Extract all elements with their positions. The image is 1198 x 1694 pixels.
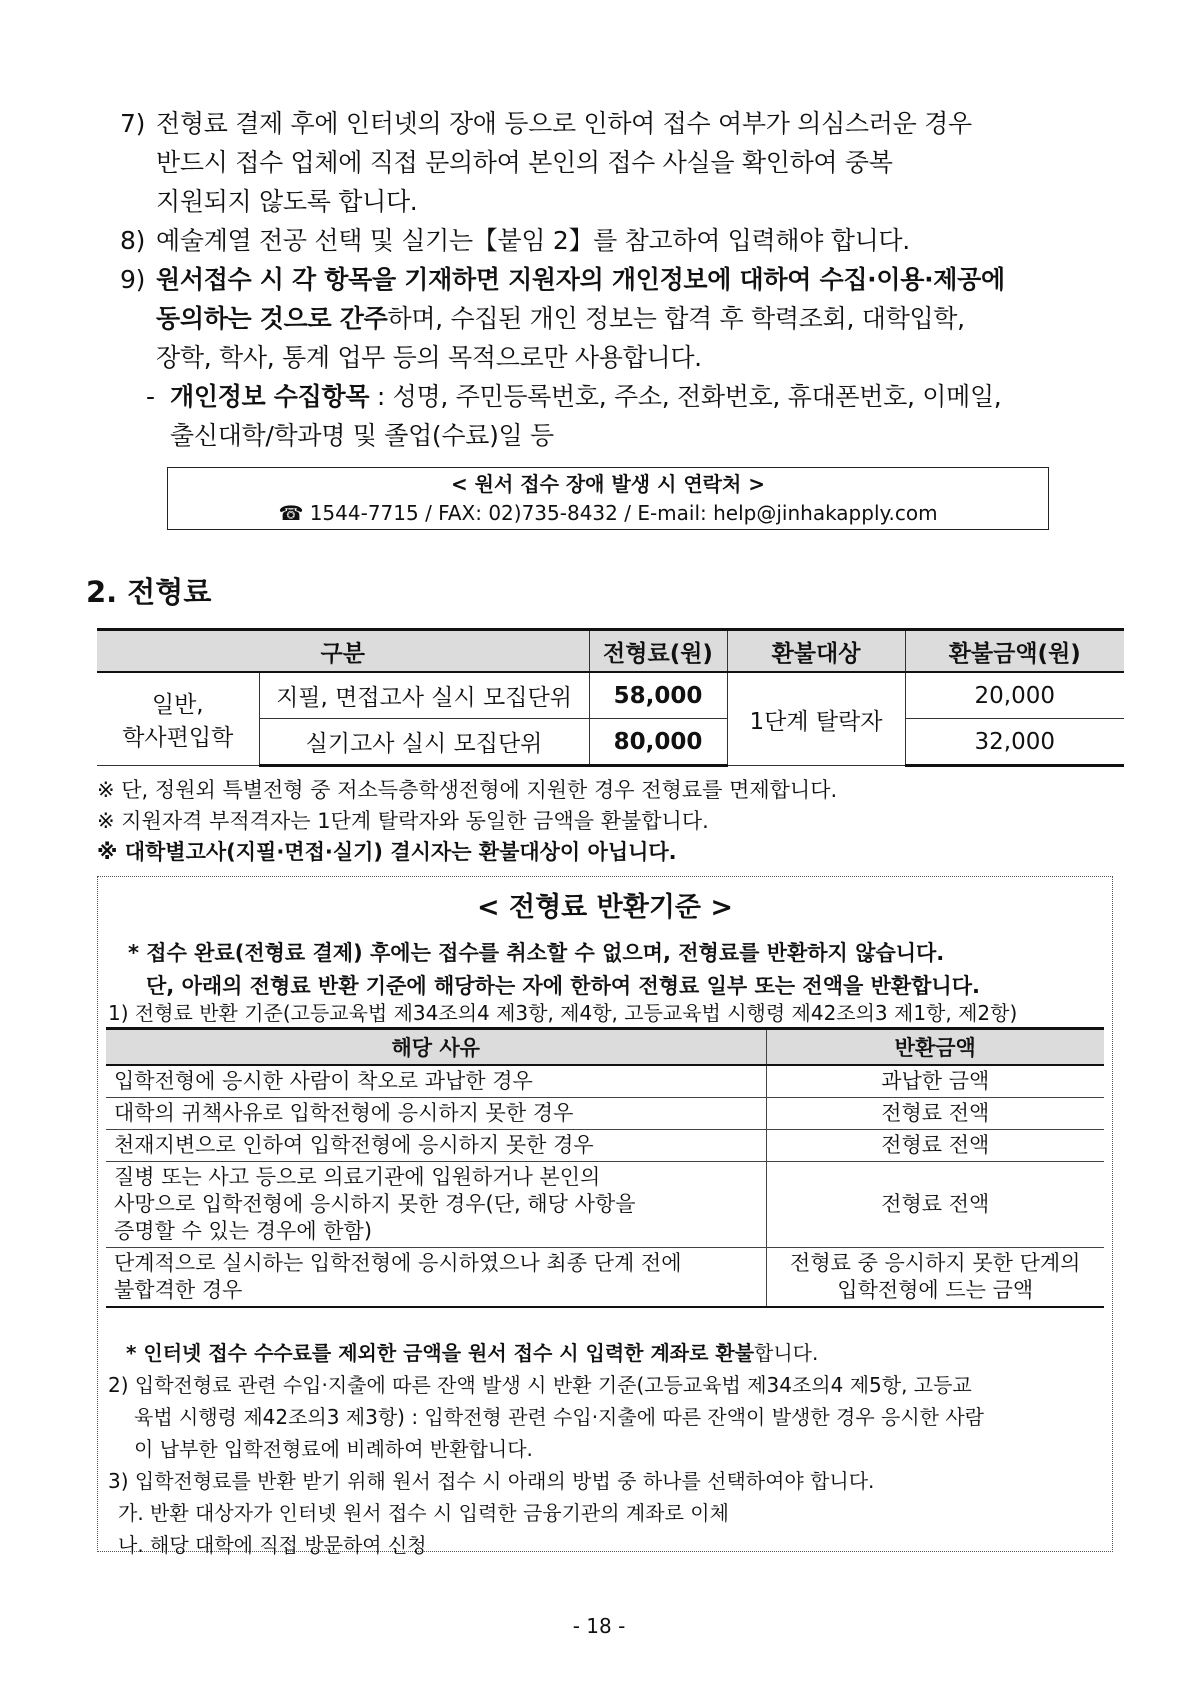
item-8: [120, 221, 1120, 260]
refund-amount-cell: 20,000: [905, 672, 1124, 719]
reason-line: 사망으로 입학전형에 응시하지 못한 경우(단, 해당 사항을: [114, 1192, 636, 1216]
privacy-text: : 성명, 주민등록번호, 주소, 전화번호, 휴대폰번호, 이메일,: [369, 382, 1002, 411]
item-text: 하며, 수집된 개인 정보는 합격 후 학력조회, 대학입학,: [387, 304, 965, 333]
group-label: 학사편입학: [122, 725, 234, 751]
paragraph-3-option: 가. 반환 대상자가 인터넷 원서 접수 시 입력한 금융기관의 계좌로 이체: [118, 1501, 729, 1525]
refund-target-cell: 1단계 탈락자: [727, 672, 905, 766]
privacy-items: [120, 377, 1120, 455]
paragraph-2-line: 2) 입학전형료 관련 수입·지출에 따른 잔액 발생 시 반환 기준(고등교육법 제34조의4 제5항, 고등교: [108, 1373, 972, 1397]
paragraph-3: 3) 입학전형료를 반환 받기 위해 원서 접수 시 아래의 방법 중 하나를 선택하여야 합니다.: [108, 1469, 875, 1493]
refund-after-rest: 합니다.: [754, 1341, 819, 1365]
paragraph-2-line: 이 납부한 입학전형료에 비례하여 반환합니다.: [134, 1437, 533, 1461]
refund-title: < 전형료 반환기준 >: [476, 892, 734, 923]
item-line: 예술계열 전공 선택 및 실기는【붙임 2】를 참고하여 입력해야 합니다.: [156, 226, 910, 255]
item-9: [120, 260, 1120, 377]
refund-intro-line: * 접수 완료(전형료 결제) 후에는 접수를 취소할 수 없으며, 전형료를 반환하지 않습니다.: [128, 941, 945, 965]
contact-line: ☎ 1544-7715 / FAX: 02)735-8432 / E-mail: help@jinhakapply.com: [278, 501, 938, 525]
item-line: 장학, 학사, 통계 업무 등의 목적으로만 사용합니다.: [156, 343, 702, 372]
item-number: 8): [120, 226, 146, 255]
note: ※ 단, 정원외 특별전형 중 저소득층학생전형에 지원한 경우 전형료를 면제합니다.: [97, 778, 838, 802]
reason-line: 불합격한 경우: [114, 1278, 243, 1302]
item-bold-text: 동의하는 것으로 간주: [156, 304, 388, 333]
amount-line: 전형료 중 응시하지 못한 단계의: [790, 1251, 1081, 1275]
amount-cell: [766, 1248, 1104, 1308]
refund-after-text: [108, 1337, 984, 1561]
item-line: 전형료 결제 후에 인터넷의 장애 등으로 인하여 접수 여부가 의심스러운 경우: [156, 109, 972, 138]
refund-after-bold: * 인터넷 접수 수수료를 제외한 금액을 원서 접수 시 입력한 계좌로 환불: [126, 1341, 755, 1365]
header-refund-target: 환불대상: [727, 630, 905, 673]
privacy-label: 개인정보 수집항목: [170, 382, 370, 411]
refund-amount-cell: 32,000: [905, 719, 1124, 766]
reason-line: 증명할 수 있는 경우에 한함): [114, 1219, 373, 1243]
fee-table: [97, 628, 1124, 767]
item-line: 지원되지 않도록 합니다.: [156, 187, 418, 216]
section-title: 2. 전형료: [86, 575, 212, 609]
group-label: 일반,: [151, 692, 204, 718]
group-cell: [97, 672, 259, 766]
amount-line: 입학전형에 드는 금액: [837, 1278, 1034, 1302]
reason-cell: [106, 1248, 766, 1308]
header-refund-amount: 환불금액(원): [905, 630, 1124, 673]
item-line: 반드시 접수 업체에 직접 문의하여 본인의 접수 사실을 확인하여 중복: [156, 148, 893, 177]
reason-cell: 대학의 귀책사유로 입학전형에 응시하지 못한 경우: [106, 1098, 766, 1130]
header-amount: 반환금액: [766, 1029, 1104, 1066]
header-reason: 해당 사유: [106, 1029, 766, 1066]
header-category: 구분: [97, 630, 589, 673]
amount-cell: 전형료 전액: [766, 1162, 1104, 1248]
contact-title: < 원서 접수 장애 발생 시 연락처 >: [450, 472, 766, 496]
amount-cell: 과납한 금액: [766, 1065, 1104, 1098]
unit-cell: 지필, 면접고사 실시 모집단위: [259, 672, 589, 719]
dash: -: [146, 382, 155, 411]
paragraph-2-line: 육법 시행령 제42조의3 제3항) : 입학전형 관련 수입·지출에 따른 잔액이 발생한 경우 응시한 사람: [134, 1405, 984, 1429]
reason-line: 단계적으로 실시하는 입학전형에 응시하였으나 최종 단계 전에: [114, 1251, 682, 1275]
notes: [97, 775, 837, 868]
amount-cell: 전형료 전액: [766, 1098, 1104, 1130]
item-7: [120, 104, 1120, 221]
contact-box: [167, 467, 1049, 530]
note: ※ 지원자격 부적격자는 1단계 탈락자와 동일한 금액을 환불합니다.: [97, 809, 709, 833]
numbered-items: [120, 104, 1120, 455]
fee-cell: 58,000: [589, 672, 727, 719]
reason-cell: [106, 1162, 766, 1248]
reason-cell: 입학전형에 응시한 사람이 착오로 과납한 경우: [106, 1065, 766, 1098]
note: ※ 대학별고사(지필·면접·실기) 결시자는 환불대상이 아닙니다.: [97, 840, 677, 864]
amount-cell: 전형료 전액: [766, 1130, 1104, 1162]
refund-table: [106, 1027, 1104, 1308]
item-line: 원서접수 시 각 항목을 기재하면 지원자의 개인정보에 대하여 수집·이용·제공에: [156, 265, 1005, 294]
refund-intro: [128, 937, 980, 1003]
header-fee: 전형료(원): [589, 630, 727, 673]
refund-intro-line: 단, 아래의 전형료 반환 기준에 해당하는 자에 한하여 전형료 일부 또는 전액을 반환합니다.: [146, 974, 980, 998]
fee-cell: 80,000: [589, 719, 727, 766]
unit-cell: 실기고사 실시 모집단위: [259, 719, 589, 766]
item-number: 9): [120, 265, 146, 294]
paragraph-3-option: 나. 해당 대학에 직접 방문하여 신청: [118, 1533, 427, 1557]
privacy-text: 출신대학/학과명 및 졸업(수료)일 등: [170, 421, 554, 450]
reason-line: 질병 또는 사고 등으로 의료기관에 입원하거나 본인의: [114, 1165, 601, 1189]
page-number: - 18 -: [572, 1614, 626, 1638]
refund-sub-heading: 1) 전형료 반환 기준(고등교육법 제34조의4 제3항, 제4항, 고등교육법 시행령 제42조의3 제1항, 제2항): [108, 1001, 1018, 1025]
item-number: 7): [120, 109, 146, 138]
refund-criteria-box: [97, 876, 1113, 1557]
reason-cell: 천재지변으로 인하여 입학전형에 응시하지 못한 경우: [106, 1130, 766, 1162]
